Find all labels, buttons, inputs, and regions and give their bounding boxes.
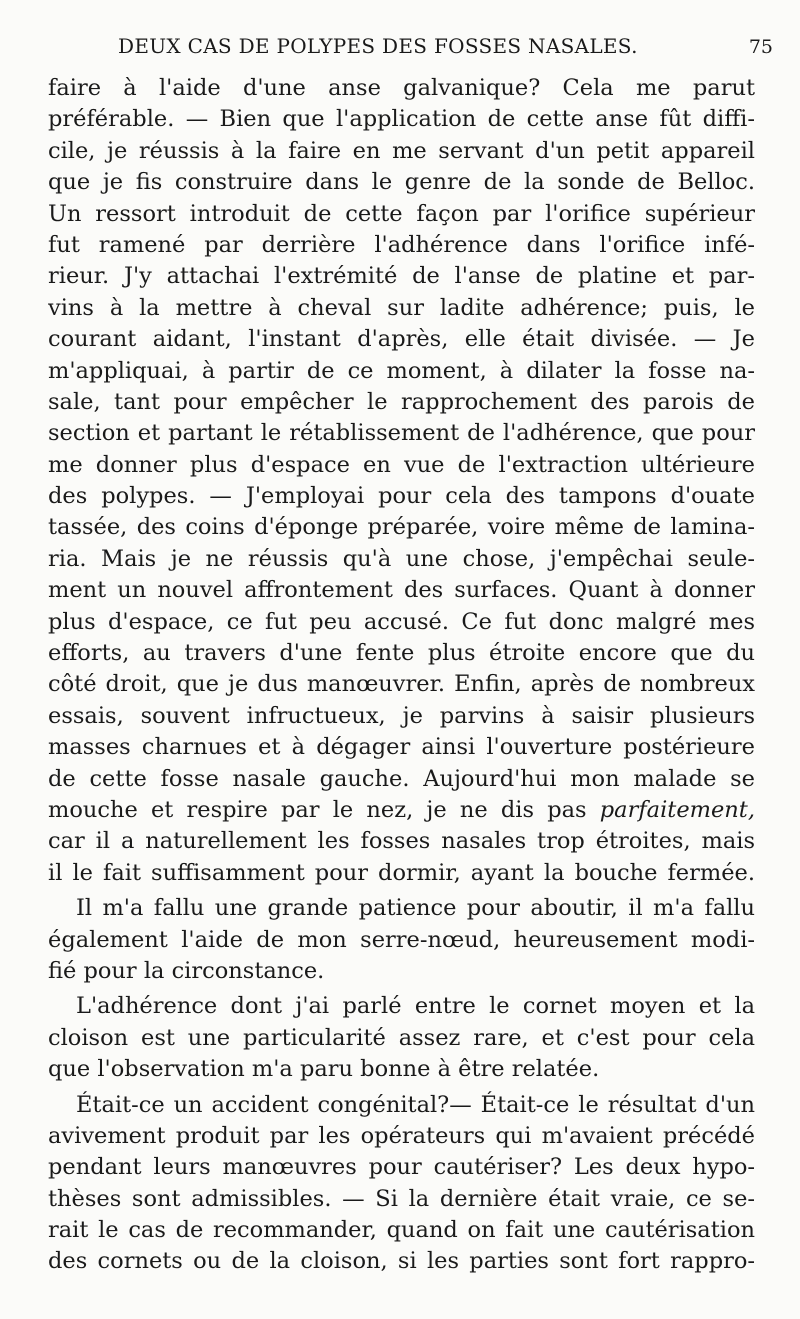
text-line: de cette fosse nasale gauche. Aujourd'hui mon malade se bbox=[48, 765, 755, 792]
text-line: section et partant le rétablissement de l'adhérence, que pour bbox=[48, 420, 755, 447]
text-line: fut ramené par derrière l'adhérence dans l'orifice infé- bbox=[48, 231, 755, 258]
text-line: car il a naturellement les fosses nasales trop étroites, mais bbox=[48, 828, 755, 855]
text-line: essais, souvent infructueux, je parvins à saisir plusieurs bbox=[48, 702, 755, 729]
paragraph-1 bbox=[48, 73, 755, 889]
text-line: côté droit, que je dus manœuvrer. Enfin, après de nombreux bbox=[48, 671, 755, 698]
text-line: vins à la mettre à cheval sur ladite adhérence; puis, le bbox=[48, 294, 755, 321]
text-line: cile, je réussis à la faire en me servant d'un petit appareil bbox=[48, 137, 755, 164]
text-line: Il m'a fallu une grande patience pour aboutir, il m'a fallu bbox=[76, 895, 755, 922]
text-line: des polypes. — J'employai pour cela des tampons d'ouate bbox=[48, 483, 755, 510]
paragraph-3 bbox=[48, 991, 755, 1085]
running-title: DEUX CAS DE POLYPES DES FOSSES NASALES. bbox=[118, 34, 638, 58]
text-line-with-italic bbox=[48, 795, 755, 826]
paragraph-4 bbox=[48, 1090, 755, 1278]
text-line: m'appliquai, à partir de ce moment, à dilater la fosse na- bbox=[48, 357, 755, 384]
text-line: faire à l'aide d'une anse galvanique? Cela me parut bbox=[48, 75, 755, 101]
text-line: des cornets ou de la cloison, si les parties sont fort rappro- bbox=[48, 1248, 755, 1275]
page-number: 75 bbox=[748, 36, 773, 58]
line-text: mouche et respire par le nez, je ne dis pas bbox=[48, 796, 587, 823]
text-line: ria. Mais je ne réussis qu'à une chose, j'empêchai seule- bbox=[48, 545, 755, 572]
page-header bbox=[48, 34, 773, 64]
text-line: préférable. — Bien que l'application de cette anse fût diffi- bbox=[48, 106, 755, 133]
paragraph-2 bbox=[48, 893, 755, 987]
text-line: rait le cas de recommander, quand on fait une cautérisation bbox=[48, 1217, 755, 1244]
text-line: avivement produit par les opérateurs qui m'avaient précédé bbox=[48, 1122, 755, 1149]
text-line: me donner plus d'espace en vue de l'extraction ultérieure bbox=[48, 451, 755, 478]
text-line: efforts, au travers d'une fente plus étroite encore que du bbox=[48, 640, 755, 667]
text-line: tassée, des coins d'éponge préparée, voire même de lamina- bbox=[48, 514, 755, 541]
text-line: masses charnues et à dégager ainsi l'ouverture postérieure bbox=[48, 734, 755, 761]
text-line: il le fait suffisamment pour dormir, ayant la bouche fermée. bbox=[48, 859, 755, 886]
text-line: également l'aide de mon serre-nœud, heureusement modi- bbox=[48, 926, 755, 953]
text-line: thèses sont admissibles. — Si la dernière était vraie, ce se- bbox=[48, 1185, 755, 1212]
text-line: cloison est une particularité assez rare, et c'est pour cela bbox=[48, 1024, 755, 1051]
text-line: Un ressort introduit de cette façon par l'orifice supérieur bbox=[48, 200, 755, 227]
body-text bbox=[48, 73, 755, 1278]
text-line: fié pour la circonstance. bbox=[48, 957, 325, 984]
text-line: que je fis construire dans le genre de la sonde de Belloc. bbox=[48, 169, 755, 196]
text-line: pendant leurs manœuvres pour cautériser? Les deux hypo- bbox=[48, 1154, 755, 1181]
text-line: Était-ce un accident congénital?— Était-ce le résultat d'un bbox=[76, 1091, 755, 1118]
text-line: sale, tant pour empêcher le rapprochement des parois de bbox=[48, 388, 755, 415]
text-line: que l'observation m'a paru bonne à être relatée. bbox=[48, 1056, 600, 1083]
text-line: L'adhérence dont j'ai parlé entre le cornet moyen et la bbox=[76, 993, 755, 1020]
text-line: plus d'espace, ce fut peu accusé. Ce fut donc malgré mes bbox=[48, 608, 755, 635]
text-line: courant aidant, l'instant d'après, elle était divisée. — Je bbox=[48, 326, 755, 353]
text-line: ment un nouvel affrontement des surfaces. Quant à donner bbox=[48, 577, 755, 604]
italic-word: parfaitement, bbox=[599, 796, 755, 823]
text-line: rieur. J'y attachai l'extrémité de l'anse de platine et par- bbox=[48, 263, 755, 290]
